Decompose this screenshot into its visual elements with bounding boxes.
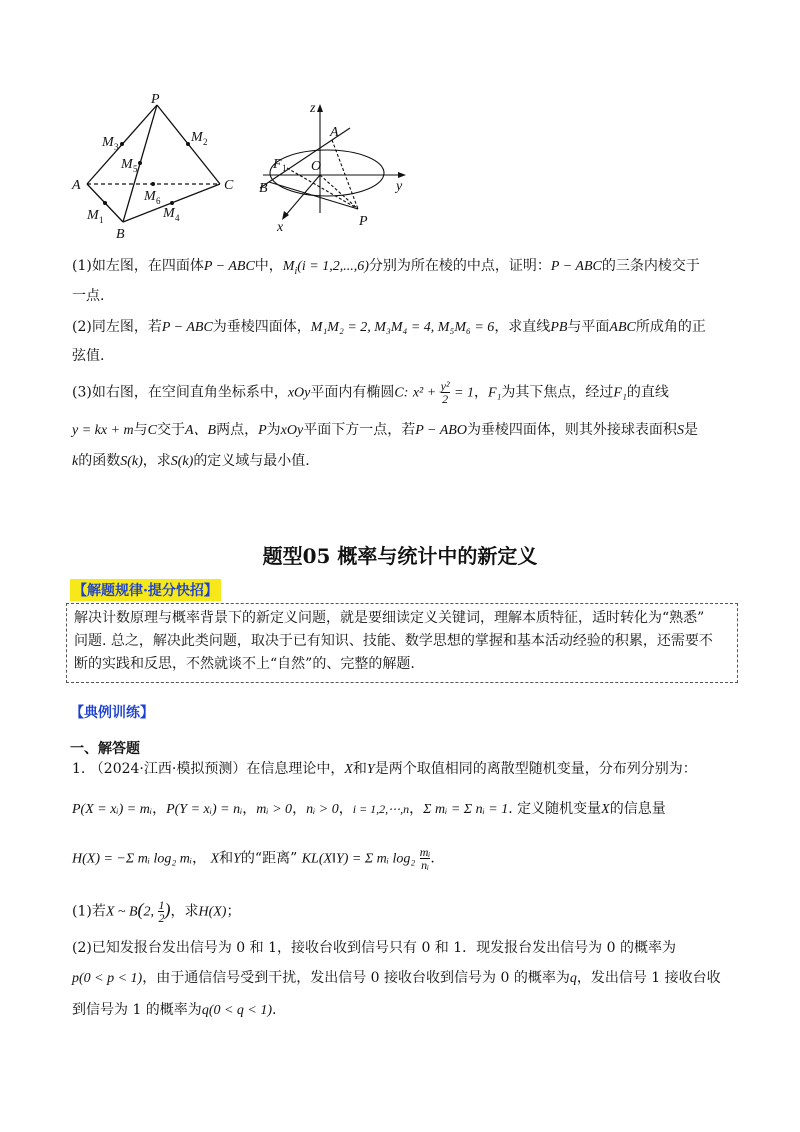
label-B: B: [116, 227, 125, 242]
tip-line-1: 解决计数原理与概率背景下的新定义问题，就是要细读定义关键词，理解本质特征，适时转化为“熟悉”: [74, 610, 705, 626]
y-arrow-icon: [398, 172, 406, 178]
label-P: P: [151, 92, 160, 107]
label-M4: M: [163, 206, 175, 221]
label-M1: M: [87, 208, 99, 223]
sub-2: 2: [203, 137, 208, 147]
problem-q3-line2: y = kx + m与C交于A、B两点，P为xOy平面下方一点，若P − ABO为垂棱四面体，则其外接球表面积S是: [72, 422, 698, 438]
problem-q2-line1: (2)同左图，若P − ABC为垂棱四面体，M₁M₂ = 2, M₃M₄ = 4, M₅M₆ = 6，求直线PB与平面ABC所成角的正: [72, 319, 706, 335]
segment-F1P: [287, 168, 358, 209]
section-heading: 一、解答题: [70, 741, 140, 757]
z-arrow-icon: [317, 104, 323, 112]
problem-q1-line1: (1)如左图，在四面体P − ABC中，$M_i(i = 1,2,...,6)$分别为所在棱的中点，证明：P − ABC的三条内棱交于: [72, 258, 700, 277]
label-O: O: [311, 159, 322, 174]
label-y: y: [396, 179, 403, 194]
section-title: 题型05 概率与统计中的新定义: [262, 544, 538, 568]
label-x: x: [277, 220, 284, 235]
point-M2: [186, 142, 190, 146]
tip-label: 【解题规律·提分快招】: [70, 579, 221, 601]
label-F1: F: [273, 157, 282, 172]
label-C: C: [224, 178, 234, 193]
ellipse-C: [270, 150, 384, 196]
label-M5: M: [121, 157, 133, 172]
label-B: B: [259, 181, 268, 196]
point-M6: [151, 182, 155, 186]
ex1-q2-line3: 到信号为 1 的概率为q(0 < q < 1).: [72, 1002, 277, 1018]
ex1-q2-line2: p(0 < p < 1)，由于通信信号受到干扰，发出信号 0 接收台收到信号为 0 的概率为q，发出信号 1 接收台收: [72, 970, 721, 986]
sub-1: 1: [99, 215, 104, 225]
segment-BP: [269, 182, 358, 209]
label-M2: M: [191, 130, 203, 145]
example-label: 【典例训练】: [70, 705, 154, 721]
label-M6: M: [144, 189, 156, 204]
point-M3: [120, 142, 124, 146]
ex1-line2: P(X = xᵢ) = mᵢ，P(Y = xᵢ) = nᵢ，mᵢ > 0，nᵢ > 0，i = 1,2,⋯,n，Σ mᵢ = Σ nᵢ = 1. 定义随机变量X的信息量: [72, 801, 666, 817]
sub-F1: 1: [282, 163, 287, 173]
label-z: z: [310, 101, 316, 116]
problem-q3-line3: k的函数S(k)，求S(k)的定义域与最小值.: [72, 453, 310, 469]
ex1-line3: H(X) = −Σ mᵢ log₂ mᵢ， X和Y的“距离” KL(X‖Y) = Σ mᵢ log₂ $\frac{\text{mᵢ}}{\text{nᵢ}}$ .: [72, 845, 435, 872]
ellipse-coordinate-figure: [255, 98, 420, 238]
problem-q2-line2: 弦值.: [72, 348, 105, 364]
ex1-line1: 1. （2024·江西·模拟预测）在信息理论中，X和Y是两个取值相同的离散型随机变量，分布列分别为：: [72, 761, 697, 777]
label-P: P: [359, 214, 368, 229]
sub-6: 6: [156, 196, 161, 206]
sub-3: 3: [114, 142, 119, 152]
tip-line-3: 断的实践和反思，不然就谈不上“自然”的、完整的解题.: [74, 656, 415, 672]
tip-line-2: 问题. 总之，解决此类问题，取决于已有知识、技能、数学思想的掌握和基本活动经验的积累，还需要不: [74, 633, 713, 649]
segment-OP: [320, 175, 358, 209]
sub-4: 4: [175, 213, 180, 223]
point-M5: [138, 161, 142, 165]
point-M1: [103, 201, 107, 205]
label-M3: M: [102, 135, 114, 150]
label-A: A: [72, 178, 81, 193]
sub-5: 5: [133, 164, 138, 174]
ex1-q1: (1)若X ~ B(2, $\frac{1}{2}$ )，求H(X)；: [72, 898, 241, 925]
ex1-q2-line1: (2)已知发报台发出信号为 0 和 1，接收台收到信号只有 0 和 1．现发报台发出信号为 0 的概率为: [72, 940, 676, 956]
tetrahedron-figure: [60, 92, 250, 242]
label-A: A: [330, 125, 339, 140]
problem-q1-line2: 一点.: [72, 288, 105, 304]
problem-q3-line1: (3)如右图，在空间直角坐标系中，xOy平面内有椭圆C: x² + $\frac{\text{y²}}{2}$ = 1，F₁为其下焦点，经过F₁的直线: [72, 379, 669, 406]
point-M4: [170, 201, 174, 205]
